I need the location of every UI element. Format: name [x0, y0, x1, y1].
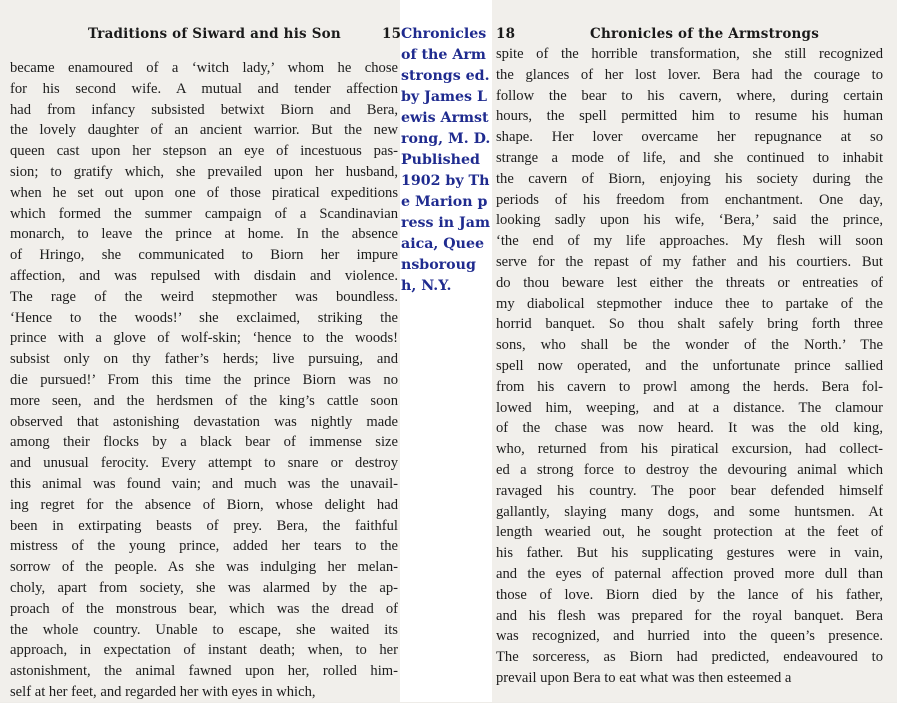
text-line: ravaged his country. The poor bear defended himself	[496, 482, 883, 499]
text-line: and the eyes of paternal affection proved more dull than	[496, 565, 883, 582]
text-line: the lovely daughter of an ancient warrior. But the new	[10, 122, 398, 139]
text-line: of the chase was now heard. It was the old king,	[496, 420, 883, 437]
right-page-number: 18	[496, 26, 516, 42]
text-line: length wearied out, he sought protection at the feet of	[496, 524, 883, 541]
text-line: sons, who shall be the wonder of the North.’ The	[496, 337, 883, 354]
text-line: from his cavern to prowl among the herds. Bera fol-	[496, 378, 883, 395]
text-line: subsist only on thy father’s herds; live pursuing, and	[10, 351, 398, 368]
text-line: became enamoured of a ‘witch lady,’ whom he chose	[10, 60, 398, 76]
text-line: The sorceress, as Biorn had predicted, endeavoured to	[496, 649, 883, 666]
text-line: sion; to gratify which, she prevailed upon her husband,	[10, 163, 398, 180]
left-page-body	[10, 58, 398, 703]
text-line: looking sadly upon his wife, ‘Bera,’ said the prince,	[496, 212, 883, 229]
text-line: which formed the summer campaign of a Scandinavian	[10, 205, 398, 222]
text-line: choly, apart from society, she was alarmed by the ap-	[10, 579, 398, 596]
text-line: was recognized, and hurried into the queen’s presence.	[496, 628, 883, 645]
text-line: ed a strong force to destroy the devouring animal which	[496, 461, 883, 478]
text-line: affection, and was repulsed with disdain and violence.	[10, 267, 398, 284]
text-line: horrid banquet. So thou shalt safely bring forth three	[496, 316, 883, 333]
text-line: those of love. Biorn died by the lance of his father,	[496, 586, 883, 603]
text-line: had from infancy subsisted betwixt Biorn and Bera,	[10, 101, 398, 118]
text-line: ‘the end of my life approaches. My flesh will soon	[496, 233, 883, 250]
text-line: shape. Her lover overcame her repugnance at so	[496, 129, 883, 146]
text-line: monarch, to leave the prince at home. In the absence	[10, 226, 398, 243]
text-line: gallantly, slaying many dogs, and some huntsmen. At	[496, 503, 883, 520]
text-line: spite of the horrible transformation, she still recognized	[496, 46, 883, 62]
text-line: ‘Hence to the woods!’ she exclaimed, striking the	[10, 309, 398, 326]
text-line: lowed him, weeping, and at a distance. The clamour	[496, 399, 883, 416]
text-line: ing regret for the absence of Biorn, whose delight had	[10, 496, 398, 513]
text-line: observed that astonishing devastation was nightly made	[10, 413, 398, 430]
text-line: prevail upon Bera to eat what was then esteemed a	[496, 669, 792, 686]
text-line: spell now operated, and the unfortunate prince sallied	[496, 357, 883, 374]
text-line: astonishment, the animal fawned upon her, rolled him-	[10, 663, 398, 680]
text-line: his father. But his supplicating gestures were in vain,	[496, 545, 883, 562]
text-line: hours, the spell permitted him to resume his human	[496, 108, 883, 125]
text-line: the glances of her lost lover. Bera had the courage to	[496, 66, 883, 83]
text-line: for his second wife. A mutual and tender affection	[10, 80, 398, 97]
text-line: do thou beware lest either the threats or entreaties of	[496, 274, 883, 291]
text-line: of Hringo, she communicated to Biorn her impure	[10, 247, 398, 264]
text-line: the whole country. Unable to escape, she waited its	[10, 621, 398, 638]
text-line: among their flocks by a black bear of immense size	[10, 434, 398, 451]
text-line: proach of the monstrous bear, which was the dread of	[10, 600, 398, 617]
text-line: been in extirpating beasts of prey. Bera, the faithful	[10, 517, 398, 534]
text-line: approach, in expectation of instant death; when, to her	[10, 642, 398, 659]
text-line: more seen, and the herdsmen of the king’s cattle soon	[10, 392, 398, 409]
source-caption: Chronicles of the Armstrongs ed. by James Lewis Armstrong, M. D. Published 1902 by The Marion press in Jamaica, Queensborough, N.Y.	[401, 26, 491, 294]
text-line: self at her feet, and regarded her with eyes in which,	[10, 683, 316, 700]
text-line: periods of his freedom from enchantment. One day,	[496, 191, 883, 208]
text-line: The rage of the weird stepmother was boundless.	[10, 288, 398, 305]
text-line: follow the bear to his cavern, where, during certain	[496, 87, 883, 104]
text-line: when he set out upon one of those piratical expeditions	[10, 184, 398, 201]
right-page-body	[496, 44, 883, 689]
text-line: my diabolical stepmother induce thee to partake of the	[496, 295, 883, 312]
text-line: serve for the repast of my father and his courtiers. But	[496, 253, 883, 270]
text-line: strange a mode of life, and she continued to inhabit	[496, 149, 883, 166]
left-page-number: 15	[382, 26, 402, 42]
text-line: mistress of the young prince, added her tears to the	[10, 538, 398, 555]
text-line: and unusual ferocity. Every attempt to snare or destroy	[10, 455, 398, 472]
text-line: die pursued!’ From this time the prince Biorn was no	[10, 371, 398, 388]
right-running-head: Chronicles of the Armstrongs	[590, 26, 819, 42]
text-line: prince with a glove of wolf-skin; ‘hence to the woods!	[10, 330, 398, 347]
text-line: this animal was found vain; and much was the unavail-	[10, 475, 398, 492]
left-running-head: Traditions of Siward and his Son	[88, 26, 341, 42]
text-line: the cavern of Biorn, enjoying his society during the	[496, 170, 883, 187]
text-line: and his flesh was prepared for the royal banquet. Bera	[496, 607, 883, 624]
text-line: queen cast upon her stepson an eye of incestuous pas-	[10, 143, 398, 160]
text-line: sorrow of the people. As she was indulging her melan-	[10, 559, 398, 576]
text-line: who, returned from his piratical excursion, had collect-	[496, 441, 883, 458]
